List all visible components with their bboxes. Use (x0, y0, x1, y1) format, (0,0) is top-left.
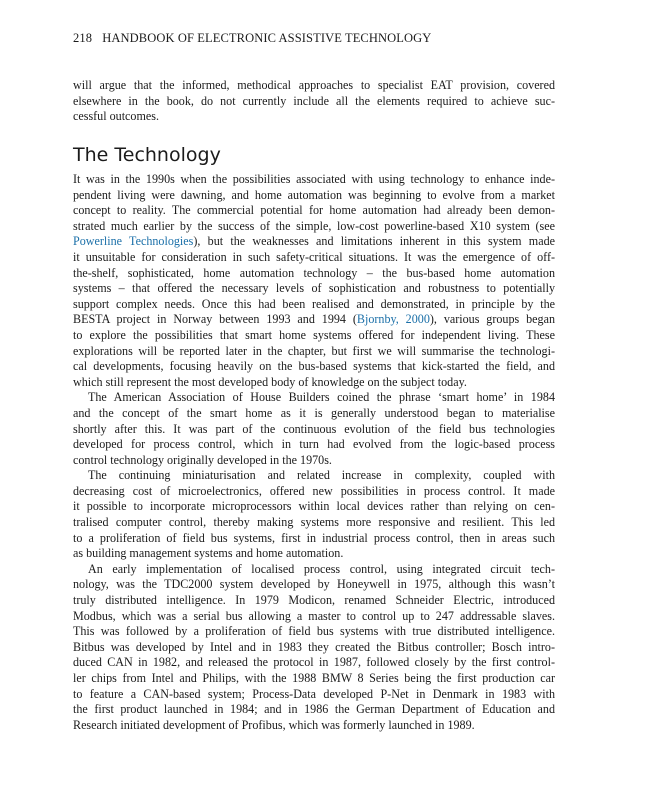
text-line: cessful outcomes. (73, 109, 159, 124)
text-line (73, 234, 555, 250)
paragraph-2 (73, 390, 555, 468)
section-heading: The Technology (73, 144, 221, 166)
text-line: will argue that the informed, methodical approaches to specialist EAT provision, covered (73, 78, 555, 92)
text-line: The American Association of House Builders coined the phrase ‘smart home’ in 1984 (88, 390, 555, 405)
page-number: 218 (73, 31, 93, 45)
intro-paragraph (73, 78, 555, 125)
text-line: duced CAN in 1982, and released the protocol in 1987, followed closely by the first control- (73, 655, 555, 670)
text-line: Bitbus was developed by Intel and in 1983 they created the Bitbus controller; Bosch intro- (73, 639, 555, 654)
running-header (73, 31, 431, 46)
text-line: control technology originally developed in the 1970s. (73, 452, 332, 467)
text-line: the first product launched in 1984; and in 1986 the German Department of Education and (73, 702, 555, 717)
paragraph-3 (73, 468, 555, 562)
text-line: nology, was the TDC2000 system developed by Honeywell in 1975, although this wasn’t (73, 577, 555, 592)
text-line: cal developments, focusing heavily on the bus-based systems that kick-started the field, and (73, 359, 555, 374)
text-line: tralised computer control, thereby making systems more responsive and resilient. This led (73, 515, 555, 530)
section-body (73, 172, 555, 733)
text-line: pendent living were dawning, and home automation was beginning to evolve from a market (73, 187, 555, 202)
text-line: as building management systems and home automation. (73, 546, 344, 561)
text-run: BESTA project in Norway between 1993 and 1994 ( (73, 312, 357, 327)
text-line: elsewhere in the book, do not currently include all the elements required to achieve suc- (73, 93, 555, 108)
text-line: shortly after this. It was part of the continuous evolution of the field bus technologies (73, 421, 555, 436)
bjornby-2000-citation-link[interactable]: Bjornby, 2000 (356, 312, 430, 327)
text-line: systems – that offered the necessary levels of sophistication and robustness to potentially (73, 281, 555, 296)
paragraph-1 (73, 172, 555, 390)
text-line: which still represent the most developed body of knowledge on the subject today. (73, 374, 467, 389)
text-line: to explore the possibilities that smart home systems offered for independent living. These (73, 327, 555, 342)
powerline-technologies-link[interactable]: Powerline Technologies (73, 234, 194, 249)
text-line: ler chips from Intel and Philips, with the 1988 BMW 8 Series being the first production car (73, 671, 555, 685)
text-line: support complex needs. Once this had been realised and demonstrated, in principle by the (73, 296, 555, 311)
text-line: concept to reality. The commercial potential for home automation had already been demon- (73, 203, 555, 218)
book-title: HANDBOOK OF ELECTRONIC ASSISTIVE TECHNOLOGY (102, 31, 432, 45)
text-line: explorations will be reported later in the chapter, but first we will summarise the technologi- (73, 343, 555, 358)
text-line: decreasing cost of microelectronics, offered new possibilities in process control. It made (73, 483, 555, 498)
text-line (73, 312, 555, 328)
text-line: strated much earlier by the success of the simple, low-cost powerline-based X10 system (see (73, 218, 555, 233)
paragraph-4 (73, 562, 555, 734)
text-line: to a proliferation of field bus systems, first in industrial process control, then in areas such (73, 530, 555, 545)
text-line: the-shelf, sophisticated, home automation technology – the bus-based home automation (73, 265, 555, 280)
text-line: developed for process control, which in turn had evolved from the logic-based process (73, 437, 555, 452)
text-line: to feature a CAN-based system; Process-Data developed P-Net in Denmark in 1983 with (73, 686, 555, 701)
text-line: it unsuitable for consideration in such safety-critical situations. It was the emergence of off- (73, 249, 555, 264)
text-line: It was in the 1990s when the possibilities associated with using technology to enhance inde- (73, 172, 555, 186)
text-run: ), various groups began (429, 312, 556, 327)
text-line: truly distributed intelligence. In 1979 Modicon, renamed Schneider Electric, introduced (73, 593, 555, 608)
text-line: The continuing miniaturisation and related increase in complexity, coupled with (88, 468, 555, 483)
text-line: Modbus, which was a serial bus allowing a master to control up to 247 addressable slaves. (73, 608, 555, 623)
text-line: it possible to incorporate microprocessors within local devices rather than relying on cen- (73, 499, 555, 514)
text-line: and the concept of the smart home as it is generally understood began to materialise (73, 405, 555, 420)
text-run: ), but the weaknesses and limitations inherent in this system made (193, 234, 555, 249)
text-line: This was followed by a proliferation of field bus systems with true distributed intelligence. (73, 624, 555, 639)
text-line: Research initiated development of Profibus, which was formerly launched in 1989. (73, 717, 475, 732)
text-line: An early implementation of localised process control, using integrated circuit tech- (88, 561, 555, 576)
